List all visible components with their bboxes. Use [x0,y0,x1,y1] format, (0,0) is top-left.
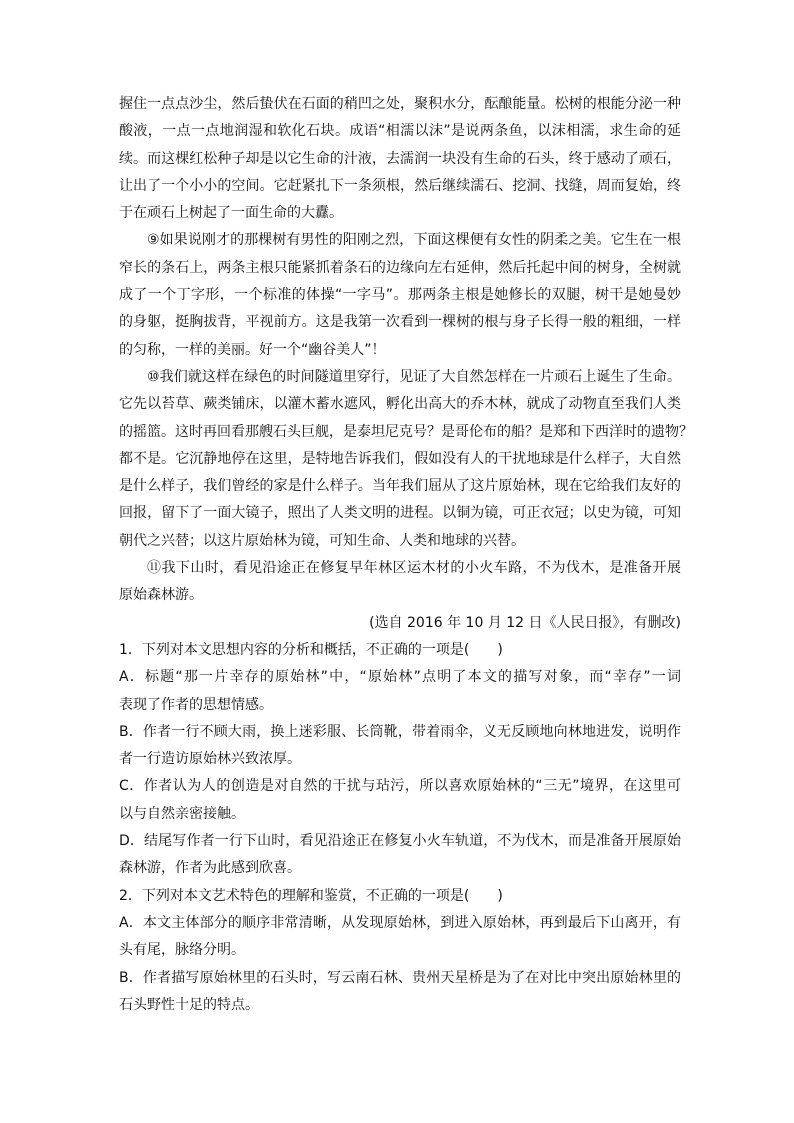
text-line: 头有尾，脉络分明。 [119,942,245,959]
text-line: 以与自然亲密接触。 [119,805,245,822]
text-line: 2．下列对本文艺术特色的理解和鉴赏，不正确的一项是( ) [119,887,503,904]
document-page [119,91,693,1019]
text-line: 表现了作者的思想情感。 [119,696,273,713]
answer-option [119,910,681,965]
text-line: D．结尾写作者一行下山时，看见沿途正在修复小火车轨道，不为伐木，而是准备开展原始 [119,833,681,850]
paragraph [119,555,681,610]
text-line: 握住一点点沙尘，然后蛰伏在石面的稍凹之处，聚积水分，酝酿能量。松树的根能分泌一种 [119,96,681,112]
text-line: ⑩我们就这样在绿色的时间隧道里穿行，见证了大自然怎样在一片顽石上诞生了生命。 [147,368,681,385]
text-line: ⑨如果说刚才的那棵树有男性的阳刚之烈，下面这棵便有女性的阴柔之美。它生在一根 [147,232,681,249]
answer-option [119,664,681,719]
text-line: 的摇篮。这时再回看那艘石头巨舰，是泰坦尼克号？是哥伦布的船？是郑和下西洋时的遗物？ [119,423,693,440]
text-line: 者一行造访原始林兴致浓厚。 [119,751,301,768]
text-line: 的匀称，一样的美丽。好一个“幽谷美人”！ [119,341,386,358]
text-line: 是什么样子，我们曾经的家是什么样子。当年我们屈从了这片原始林，现在它给我们友好的 [119,478,681,495]
text-line: (选自 2016 年 10 月 12 日《人民日报》，有删改) [369,614,681,631]
text-line: A．标题“那一片幸存的原始林”中，“原始林”点明了本文的描写对象，而“幸存”一词 [119,669,681,686]
text-line: 窄长的条石上，两条主根只能紧抓着条石的边缘向左右延伸，然后托起中间的树身，全树就 [119,259,681,276]
text-line: 成了一个丁字形，一个标准的体操“一字马”。那两条主根是她修长的双腿，树干是她曼妙 [119,287,681,304]
text-line: 回报，留下了一面大镜子，照出了人类文明的进程。以铜为镜，可正衣冠；以史为镜，可知 [119,505,681,522]
text-line: A．本文主体部分的顺序非常清晰，从发现原始林，到进入原始林，再到最后下山离开，有 [119,914,681,931]
text-line: 朝代之兴替；以这片原始林为镜，可知生命、人类和地球的兴替。 [119,532,525,549]
text-line: 酸液，一点一点地润湿和软化石块。成语“相濡以沫”是说两条鱼，以沫相濡，求生命的延 [119,123,681,140]
question-stem [119,883,681,910]
text-line: B．作者描写原始林里的石头时，写云南石林、贵州天星桥是为了在对比中突出原始林里的 [119,969,681,986]
text-line: 让出了一个小小的空间。它赶紧扎下一条须根，然后继续濡石、挖洞、找缝，周而复始，终 [119,177,681,194]
text-line: 森林游，作者为此感到欣喜。 [119,860,301,877]
text-line: 原始森林游。 [119,587,203,604]
answer-option [119,828,681,883]
text-line: 它先以苔草、蕨类铺床，以灌木蓄水遮风，孵化出高大的乔木林，就成了动物直至我们人类 [119,396,681,413]
text-line: 于在顽石上树起了一面生命的大纛。 [119,205,343,222]
text-line: 续。而这棵红松种子却是以它生命的汁液，去濡润一块没有生命的石头，终于感动了顽石， [119,150,681,167]
answer-option [119,773,681,828]
text-line: 都不是。它沉静地停在这里，是特地告诉我们，假如没有人的干扰地球是什么样子，大自然 [119,450,681,467]
answer-option [119,965,681,1020]
paragraph [119,91,681,227]
source-citation [119,610,681,637]
text-line: 1．下列对本文思想内容的分析和概括，不正确的一项是( ) [119,641,503,658]
question-stem [119,637,681,664]
text-line: C．作者认为人的创造是对自然的干扰与玷污，所以喜欢原始林的“三无”境界，在这里可 [119,778,681,795]
text-line: 的身躯，挺胸拔背，平视前方。这是我第一次看到一棵树的根与身子长得一般的粗细，一样 [119,314,681,331]
text-line: B．作者一行不顾大雨，换上迷彩服、长筒靴，带着雨伞，义无反顾地向林地进发，说明作 [119,723,681,740]
answer-option [119,719,681,774]
paragraph [119,227,681,363]
text-line: ⑪我下山时，看见沿途正在修复早年林区运木材的小火车路，不为伐木，是准备开展 [147,560,681,577]
paragraph [119,364,693,555]
text-line: 石头野性十足的特点。 [119,996,259,1013]
